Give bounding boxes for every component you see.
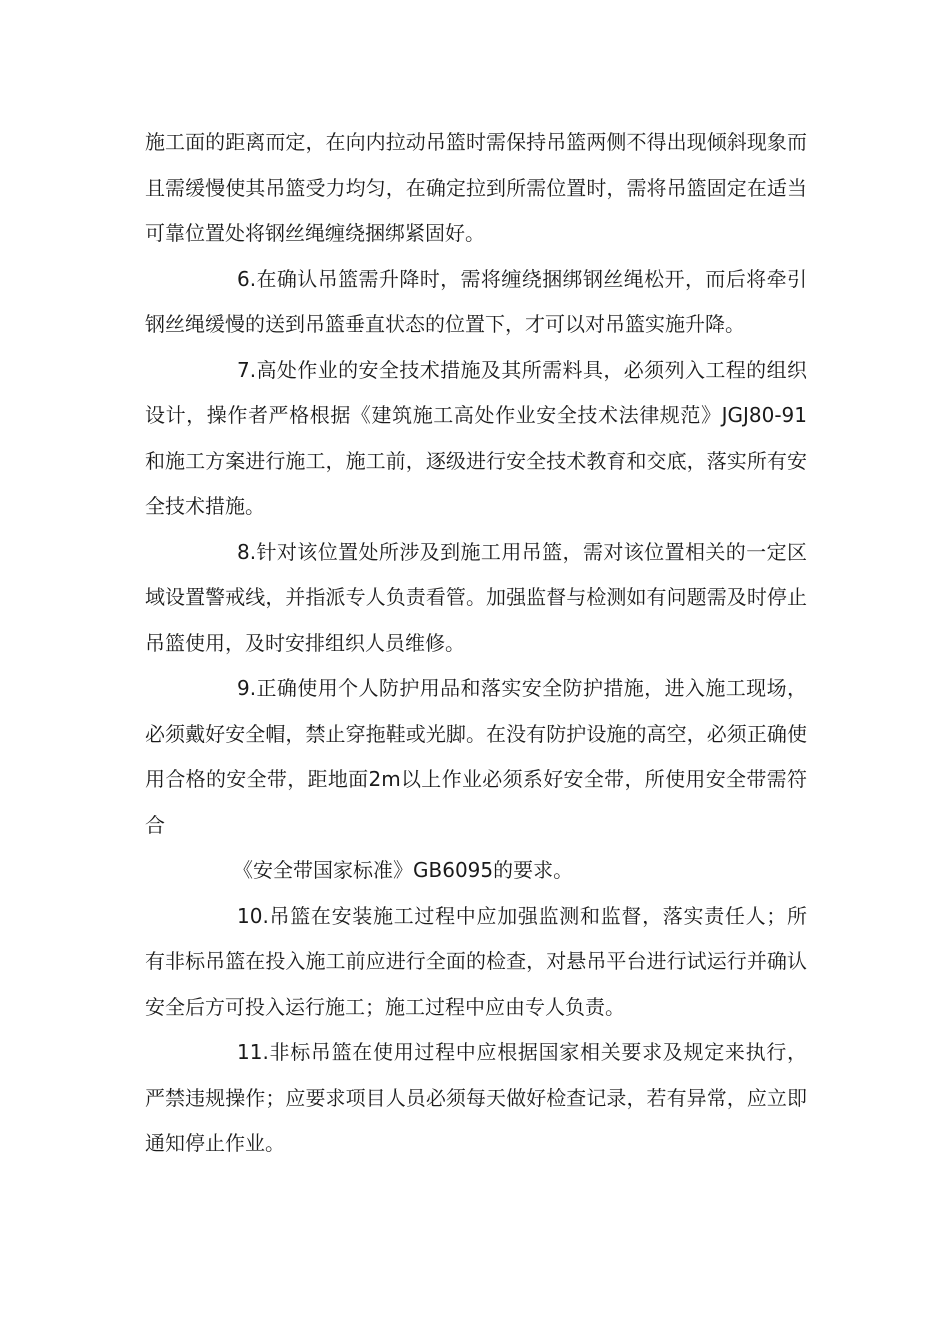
document-body — [145, 120, 807, 1167]
paragraph-item-6: 6.在确认吊篮需升降时，需将缠绕捆绑钢丝绳松开，而后将牵引钢丝绳缓慢的送到吊篮垂直状态的位置下，才可以对吊篮实施升降。 — [145, 266, 807, 336]
paragraph-item-9: 9.正确使用个人防护用品和落实安全防护措施，进入施工现场，必须戴好安全帽，禁止穿拖鞋或光脚。在没有防护设施的高空，必须正确使用合格的安全带，距地面2m以上作业必须系好安全带，所使用安全带需符合 — [145, 676, 807, 837]
paragraph-item-10: 10.吊篮在安装施工过程中应加强监测和监督，落实责任人；所有非标吊篮在投入施工前应进行全面的检查，对悬吊平台进行试运行并确认安全后方可投入运行施工；施工过程中应由专人负责。 — [145, 903, 807, 1019]
paragraph-item-9-standard: 《安全带国家标准》GB6095的要求。 — [233, 858, 574, 882]
paragraph-continuation: 施工面的距离而定，在向内拉动吊篮时需保持吊篮两侧不得出现倾斜现象而且需缓慢使其吊篮受力均匀，在确定拉到所需位置时，需将吊篮固定在适当可靠位置处将钢丝绳缠绕捆绑紧固好。 — [145, 130, 807, 245]
paragraph-item-7: 7.高处作业的安全技术措施及其所需料具，必须列入工程的组织设计，操作者严格根据《建筑施工高处作业安全技术法律规范》JGJ80-91和施工方案进行施工，施工前，逐级进行安全技术教育和交底，落实所有安全技术措施。 — [145, 357, 807, 518]
paragraph-item-8: 8.针对该位置处所涉及到施工用吊篮，需对该位置相关的一定区域设置警戒线，并指派专人负责看管。加强监督与检测如有问题需及时停止吊篮使用，及时安排组织人员维修。 — [145, 539, 807, 655]
paragraph-item-11: 11.非标吊篮在使用过程中应根据国家相关要求及规定来执行，严禁违规操作；应要求项目人员必须每天做好检查记录，若有异常，应立即通知停止作业。 — [145, 1040, 807, 1155]
